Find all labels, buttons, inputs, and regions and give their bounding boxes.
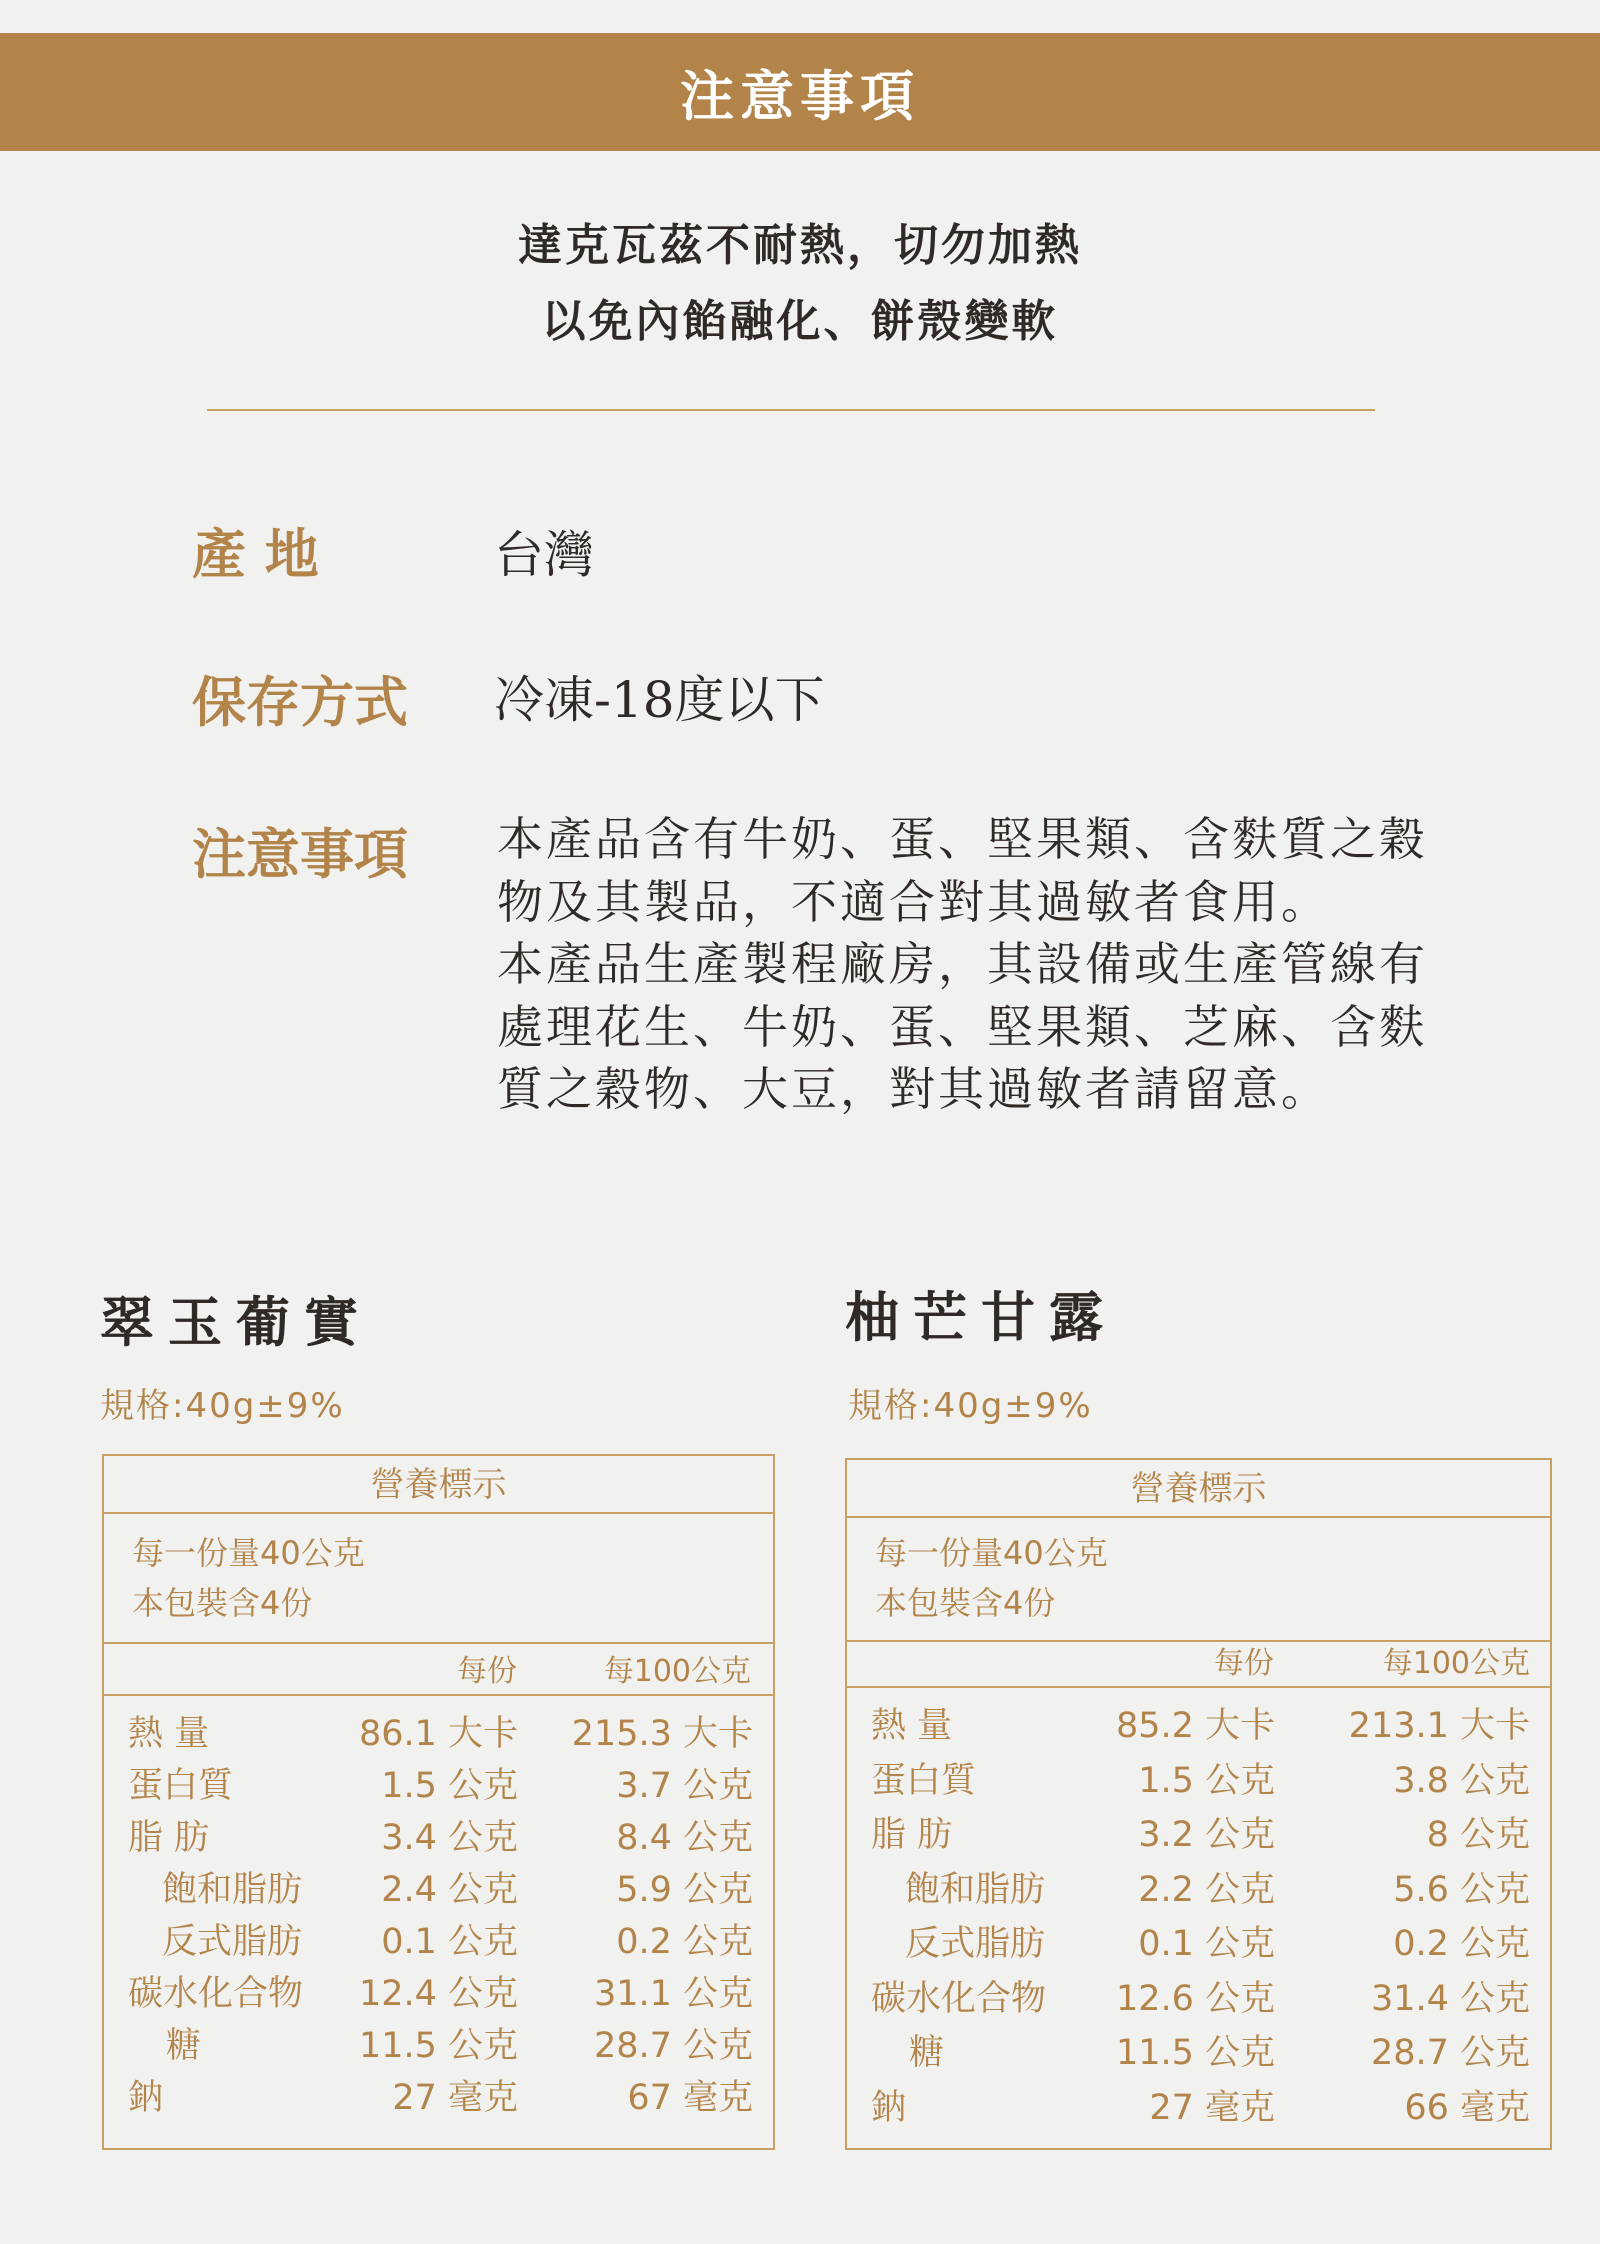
notes-line: 處理花生、牛奶、蛋、堅果類、芝麻、含麩 <box>497 999 1428 1054</box>
per-serving-value: 1.5 公克 <box>381 1766 518 1806</box>
per-serving-value: 12.4 公克 <box>358 1974 518 2014</box>
origin-label: 產 地 <box>192 522 319 586</box>
banner-title: 注意事項 <box>680 63 920 128</box>
serving-size: 每一份量40公克 <box>875 1534 1108 1572</box>
notes-label: 注意事項 <box>192 822 408 886</box>
column-per-serving: 每份 <box>457 1654 517 1689</box>
servings-per-pack: 本包裝含4份 <box>875 1584 1056 1622</box>
column-per-100g: 每100公克 <box>1382 1646 1530 1681</box>
per-serving-value: 11.5 公克 <box>1115 2033 1275 2073</box>
column-per-serving: 每份 <box>1214 1646 1274 1681</box>
per-serving-value: 11.5 公克 <box>358 2026 518 2066</box>
per-100g-value: 67 毫克 <box>627 2078 753 2118</box>
allergen-notes <box>497 808 1437 1121</box>
nutrient-row <box>104 2070 773 2122</box>
nutrition-title: 營養標示 <box>104 1456 773 1514</box>
serving-info <box>104 1514 773 1644</box>
header-banner <box>0 33 1600 151</box>
nutrient-row <box>847 2025 1550 2080</box>
nutrient-row <box>104 1966 773 2018</box>
origin-value: 台灣 <box>494 526 594 584</box>
per-100g-value: 31.1 公克 <box>593 1974 753 2014</box>
notes-line: 本產品生產製程廠房，其設備或生產管線有 <box>497 937 1428 991</box>
per-serving-value: 12.6 公克 <box>1115 1978 1275 2019</box>
per-serving-value: 85.2 大卡 <box>1115 1706 1275 1746</box>
per-100g-value: 0.2 公克 <box>616 1922 753 1962</box>
nutrient-name: 反式脂肪 <box>905 1924 1046 1964</box>
notes-line: 質之穀物、大豆，對其過敏者請留意。 <box>497 1062 1330 1116</box>
serving-info <box>847 1518 1550 1642</box>
divider <box>207 409 1375 411</box>
per-100g-value: 8 公克 <box>1426 1815 1530 1855</box>
column-headers <box>104 1644 773 1696</box>
nutrient-name: 熱 量 <box>871 1706 953 1746</box>
product-name: 柚芒甘露 <box>845 1285 1117 1349</box>
storage-value: 冷凍-18度以下 <box>494 671 825 729</box>
per-100g-value: 28.7 公克 <box>1370 2033 1530 2073</box>
nutrient-name: 飽和脂肪 <box>162 1870 303 1910</box>
per-serving-value: 27 毫克 <box>392 2078 518 2118</box>
nutrient-row <box>104 2018 773 2070</box>
warning-line: 以免內餡融化、餅殼變軟 <box>541 296 1059 347</box>
nutrient-row <box>847 2080 1550 2135</box>
nutrient-row <box>104 1706 773 1758</box>
per-100g-value: 3.8 公克 <box>1393 1760 1530 1801</box>
nutrient-row <box>847 1753 1550 1808</box>
per-serving-value: 2.4 公克 <box>381 1870 518 1910</box>
column-per-100g: 每100公克 <box>603 1654 751 1689</box>
nutrition-table <box>102 1454 775 2150</box>
heat-warning <box>0 208 1600 360</box>
nutrition-table <box>845 1458 1552 2150</box>
nutrient-row <box>847 1971 1550 2026</box>
nutrient-name: 脂 肪 <box>871 1815 953 1855</box>
product-name: 翠玉葡實 <box>100 1290 372 1354</box>
per-100g-value: 3.7 公克 <box>616 1766 753 1806</box>
per-serving-value: 3.2 公克 <box>1138 1815 1275 1855</box>
nutrient-row <box>847 1698 1550 1753</box>
per-serving-value: 27 毫克 <box>1149 2087 1275 2128</box>
nutrient-name: 碳水化合物 <box>128 1974 304 2014</box>
nutrient-name: 鈉 <box>871 2087 907 2128</box>
per-100g-value: 31.4 公克 <box>1370 1978 1530 2019</box>
nutrient-name: 飽和脂肪 <box>905 1869 1046 1910</box>
per-serving-value: 3.4 公克 <box>381 1818 518 1858</box>
nutrient-name: 蛋白質 <box>871 1760 977 1801</box>
serving-size: 每一份量40公克 <box>132 1534 365 1572</box>
per-100g-value: 5.6 公克 <box>1393 1869 1530 1910</box>
per-100g-value: 5.9 公克 <box>616 1870 753 1910</box>
nutrient-row <box>104 1914 773 1966</box>
per-100g-value: 0.2 公克 <box>1393 1924 1530 1964</box>
nutrient-row <box>104 1758 773 1810</box>
nutrient-name: 鈉 <box>128 2078 164 2118</box>
nutrient-row <box>847 1862 1550 1917</box>
nutrition-title: 營養標示 <box>847 1460 1550 1518</box>
nutrient-row <box>847 1916 1550 1971</box>
per-100g-value: 213.1 大卡 <box>1348 1706 1530 1746</box>
nutrient-name: 脂 肪 <box>128 1818 210 1858</box>
nutrient-name: 糖 <box>166 2026 202 2066</box>
nutrient-name: 碳水化合物 <box>871 1978 1047 2019</box>
nutrient-name: 熱 量 <box>128 1714 210 1754</box>
nutrient-name: 蛋白質 <box>128 1766 234 1806</box>
per-100g-value: 215.3 大卡 <box>571 1714 753 1754</box>
per-100g-value: 66 毫克 <box>1404 2087 1530 2128</box>
per-100g-value: 28.7 公克 <box>593 2026 753 2066</box>
per-100g-value: 8.4 公克 <box>616 1818 753 1858</box>
per-serving-value: 2.2 公克 <box>1138 1869 1275 1910</box>
per-serving-value: 1.5 公克 <box>1138 1760 1275 1801</box>
notes-line: 本產品含有牛奶、蛋、堅果類、含麩質之穀 <box>497 812 1428 866</box>
column-headers <box>847 1642 1550 1688</box>
product-spec: 規格:40g±9% <box>100 1386 345 1426</box>
product-spec: 規格:40g±9% <box>848 1386 1093 1426</box>
per-serving-value: 0.1 公克 <box>1138 1924 1275 1964</box>
nutrient-name: 反式脂肪 <box>162 1922 303 1962</box>
nutrient-row <box>847 1807 1550 1862</box>
nutrient-name: 糖 <box>909 2033 945 2073</box>
notes-line: 物及其製品，不適合對其過敏者食用。 <box>497 874 1330 929</box>
per-serving-value: 86.1 大卡 <box>358 1714 518 1754</box>
servings-per-pack: 本包裝含4份 <box>132 1584 313 1622</box>
nutrient-row <box>104 1810 773 1862</box>
per-serving-value: 0.1 公克 <box>381 1922 518 1962</box>
storage-label: 保存方式 <box>192 670 408 734</box>
nutrient-row <box>104 1862 773 1914</box>
warning-line: 達克瓦茲不耐熱，切勿加熱 <box>518 220 1082 271</box>
